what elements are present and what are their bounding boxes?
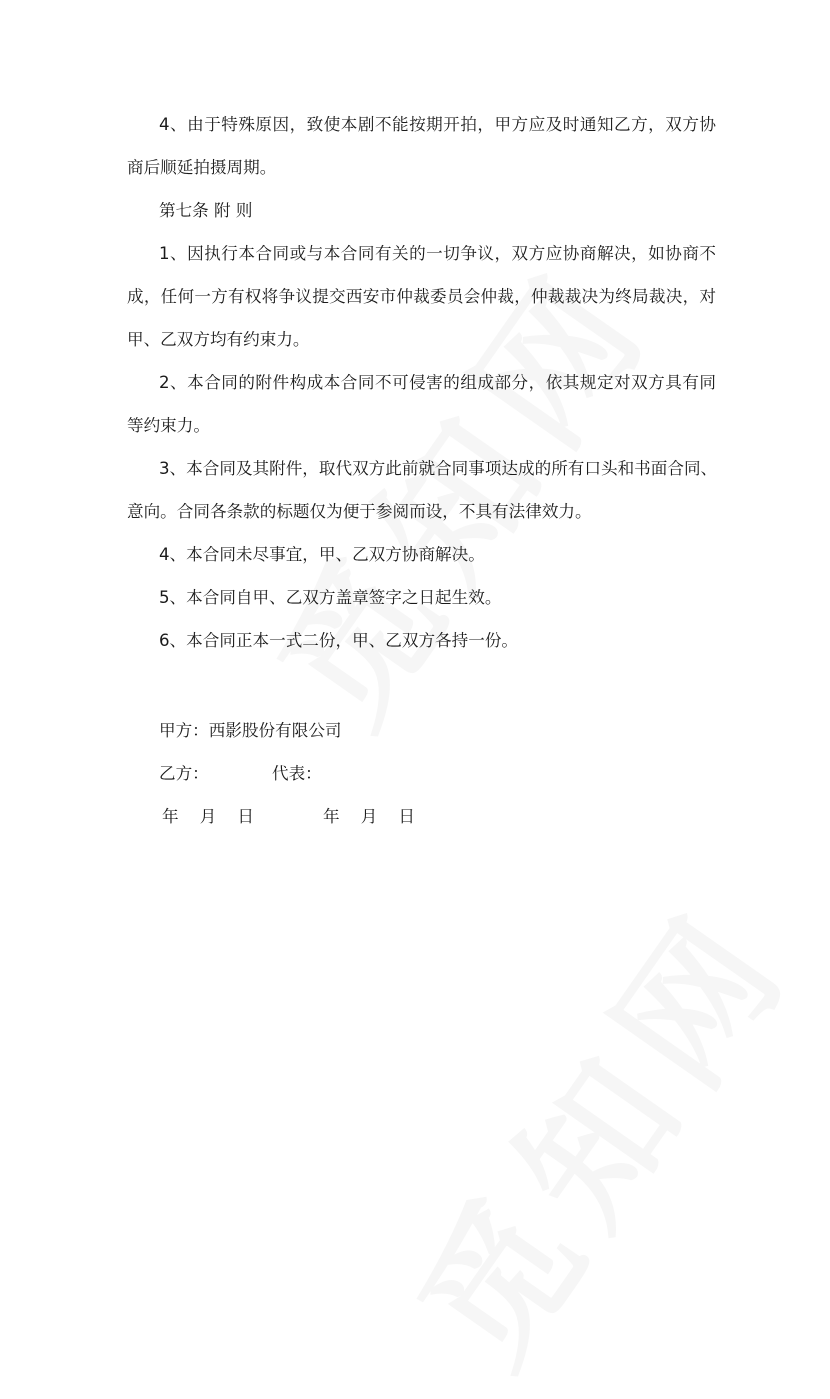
paragraph-line: 5、本合同自甲、乙双方盖章签字之日起生效。	[159, 588, 502, 607]
watermark	[360, 857, 829, 1399]
party-a: 甲方：西影股份有限公司	[159, 721, 342, 740]
representative: 代表：	[272, 764, 322, 783]
party-b: 乙方：	[159, 764, 209, 783]
paragraph-line: 甲、乙双方均有约束力。	[127, 330, 310, 349]
date-party-a: 年 月 日	[162, 807, 254, 826]
paragraph-line: 6、本合同正本一式二份，甲、乙双方各持一份。	[159, 631, 519, 650]
date-party-b: 年 月 日	[323, 807, 415, 826]
paragraph-line: 1、因执行本合同或与本合同有关的一切争议，双方应协商解决，如协商不	[159, 244, 716, 263]
paragraph-line: 商后顺延拍摄周期。	[127, 158, 277, 177]
paragraph-line: 2、本合同的附件构成本合同不可侵害的组成部分，依其规定对双方具有同	[159, 373, 716, 392]
paragraph-line: 等约束力。	[127, 416, 210, 435]
paragraph-line: 成，任何一方有权将争议提交西安市仲裁委员会仲裁，仲裁裁决为终局裁决，对	[127, 287, 716, 306]
section-heading: 第七条 附 则	[159, 201, 253, 220]
paragraph-line: 意向。合同各条款的标题仅为便于参阅而设，不具有法律效力。	[127, 502, 592, 521]
paragraph-line: 4、由于特殊原因，致使本剧不能按期开拍，甲方应及时通知乙方，双方协	[159, 115, 716, 134]
paragraph-line: 3、本合同及其附件，取代双方此前就合同事项达成的所有口头和书面合同、	[159, 459, 718, 478]
paragraph-line: 4、本合同未尽事宜，甲、乙双方协商解决。	[159, 545, 485, 564]
